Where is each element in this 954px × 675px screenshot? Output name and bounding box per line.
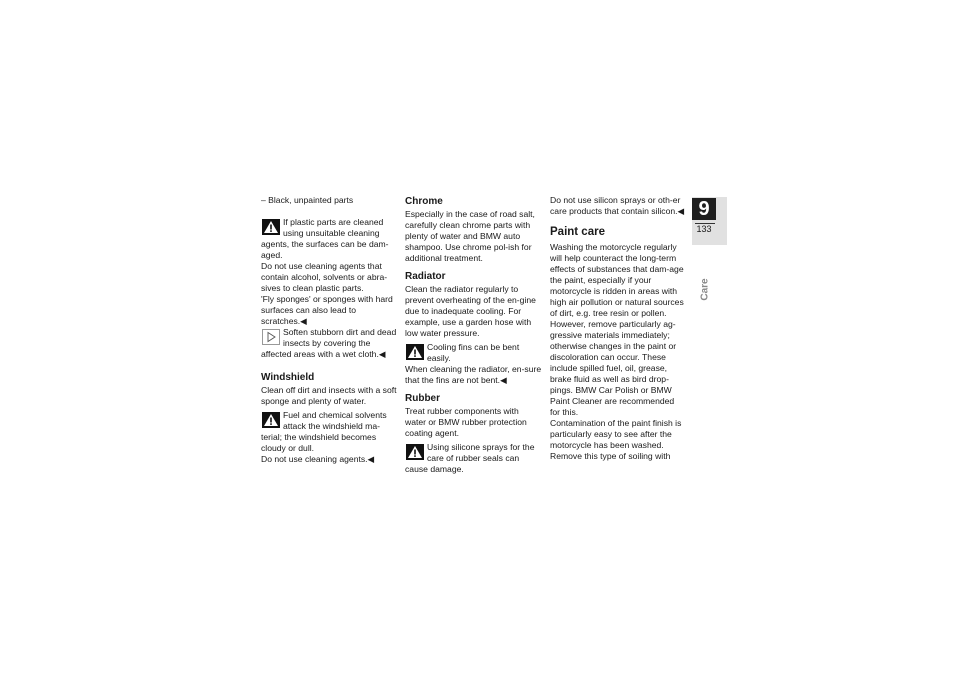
heading-radiator: Radiator (405, 271, 446, 282)
tip-text: Soften stubborn dirt and dead insects by covering the affected areas with a wet cloth.◀ (261, 327, 397, 359)
column-2 (405, 195, 542, 475)
warning-triangle-icon (261, 218, 281, 235)
body-text: 'Fly sponges' or sponges with hard surfaces can also lead to scratches.◀ (261, 294, 393, 326)
body-text: However, remove particularly ag-gressive materials immediately; otherwise changes in the paint or discoloration can occur. These include spilled fuel, oil, grease, brake fluid as well as bird drop-pings. BMW Car Polish or BMW Paint Cleaner are recommended for this. (550, 319, 677, 417)
chapter-tab (692, 197, 727, 245)
body-text: Clean off dirt and insects with a soft sponge and plenty of water. (261, 385, 397, 406)
body-text: When cleaning the radiator, en-sure that the fins are not bent.◀ (405, 364, 542, 385)
body-text: – Black, unpainted parts (261, 195, 354, 205)
warning-note (405, 342, 542, 364)
tip-note (261, 327, 398, 360)
warning-note (261, 410, 398, 454)
heading-rubber: Rubber (405, 393, 440, 404)
warning-note (405, 442, 542, 475)
warning-triangle-icon (405, 443, 425, 460)
body-text: Contamination of the paint finish is particularly easy to see after the motorcycle has been washed. Remove this type of soiling with (550, 418, 682, 461)
chapter-number: 9 (692, 198, 716, 220)
warning-text: Cooling fins can be bent easily. (427, 342, 520, 363)
heading-paint-care: Paint care (550, 226, 605, 238)
warning-text: Fuel and chemical solvents attack the windshield ma-terial; the windshield becomes cloudy or dull. (261, 410, 387, 453)
warning-text: Using silicone sprays for the care of rubber seals can cause damage. (405, 442, 535, 474)
warning-note (261, 217, 398, 261)
heading-chrome: Chrome (405, 196, 443, 207)
warning-triangle-icon (261, 411, 281, 428)
body-text: Treat rubber components with water or BMW rubber protection coating agent. (405, 406, 527, 438)
warning-triangle-icon (405, 343, 425, 360)
body-text: Do not use silicon sprays or oth-er care products that contain silicon.◀ (550, 195, 685, 216)
body-text: Especially in the case of road salt, carefully clean chrome parts with plenty of water and BMW auto shampoo. Use chrome pol-ish for additional treatment. (405, 209, 535, 263)
chapter-side-label (698, 274, 712, 304)
chapter-label-text: Care (699, 277, 711, 301)
body-text: Do not use cleaning agents that contain alcohol, solvents or abra-sives to clean plastic parts. (261, 261, 388, 293)
warning-text: If plastic parts are cleaned using unsuitable cleaning agents, the surfaces can be dam-aged. (261, 217, 389, 260)
body-text: Washing the motorcycle regularly will help counteract the long-term effects of substances that dam-age the paint, especially if your motorcycle is ridden in areas with high air pollution or natural sources of dirt, e.g. tree resin or pollen. (550, 242, 684, 318)
page-number: 133 (696, 224, 712, 234)
tip-arrow-icon (261, 328, 281, 345)
body-text: Clean the radiator regularly to prevent overheating of the en-gine due to inadequate cooling. For example, use a garden hose with low water pressure. (405, 284, 536, 338)
heading-windshield: Windshield (261, 372, 315, 383)
column-3 (550, 195, 686, 462)
column-1 (261, 195, 398, 465)
body-text: Do not use cleaning agents.◀ (261, 454, 375, 464)
